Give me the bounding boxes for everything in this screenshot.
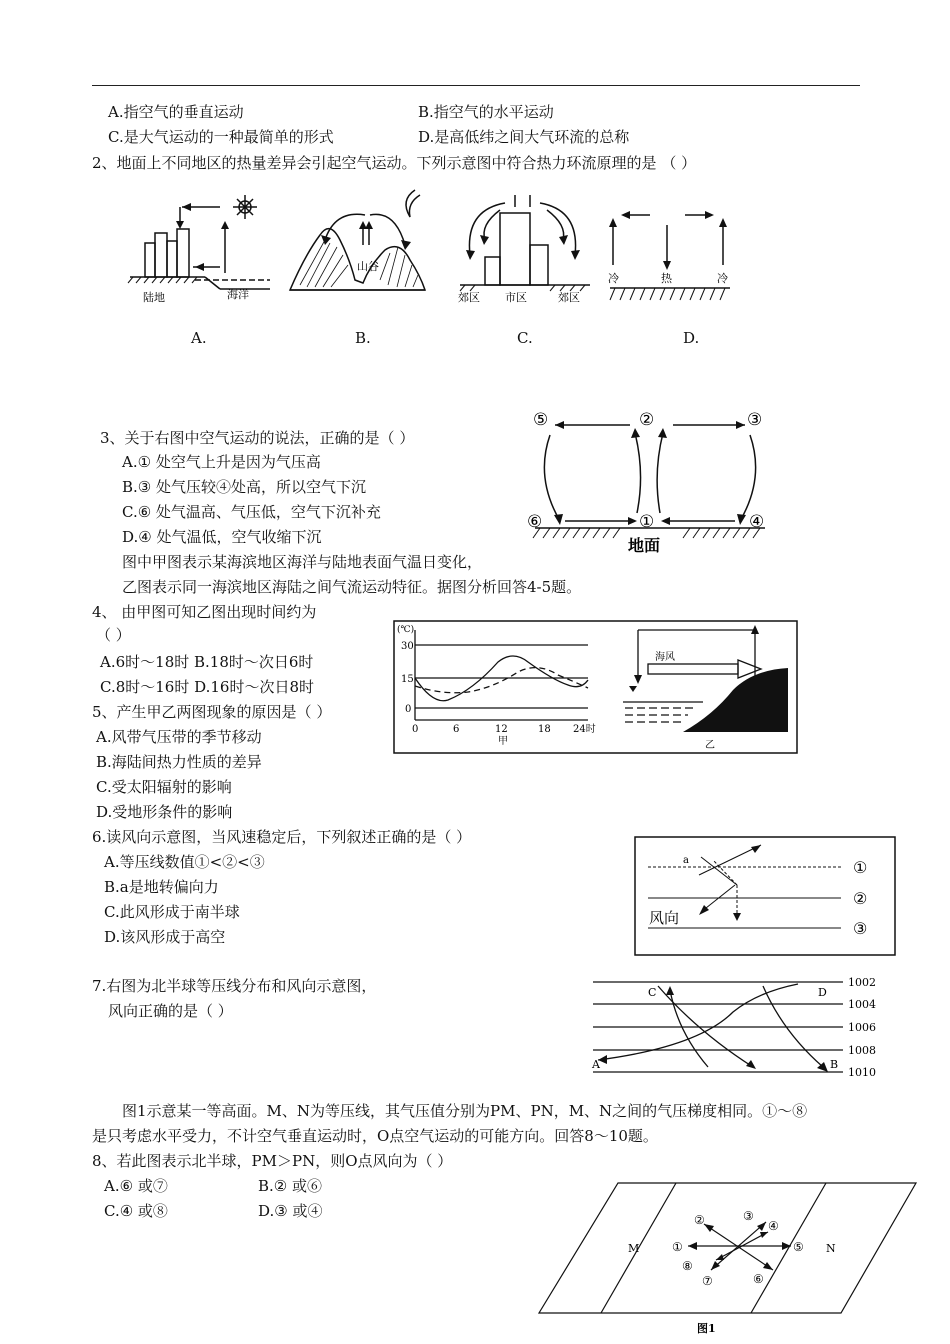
q3-figure	[525, 403, 780, 555]
q5-stem: 5、产生甲乙两图现象的原因是（ ）	[92, 703, 332, 721]
q5-option-a: A.风带气压带的季节移动	[96, 728, 262, 746]
q8-isobar-n: N	[826, 1242, 836, 1255]
q3-option-b: B.③ 处气压较④处高，所以空气下沉	[122, 478, 367, 496]
q8-figure-caption: 图1	[697, 1322, 716, 1335]
q1-option-b: B.指空气的水平运动	[418, 103, 554, 121]
q6-option-c: C.此风形成于南半球	[104, 903, 240, 921]
q3-point-4: ④	[749, 512, 765, 532]
q4-paren: （ ）	[96, 626, 131, 644]
fig45	[393, 620, 798, 755]
fig-b-caption: B.	[355, 329, 371, 347]
fig45-y30: 30	[401, 641, 414, 652]
q8-figure	[536, 1180, 922, 1338]
fig45-x12: 12	[495, 724, 508, 735]
q7-point-c: C	[648, 986, 657, 999]
fig45-x18: 18	[538, 724, 551, 735]
q3-point-6: ⑥	[527, 512, 543, 532]
q8-option-c: C.④ 或⑧	[104, 1202, 168, 1220]
q7-point-b: B	[830, 1058, 839, 1071]
top-rule	[92, 85, 860, 86]
fig45-label-jia: 甲	[498, 736, 508, 747]
q4-options-cd: C.8时～16时 D.16时～次日8时	[100, 678, 314, 696]
fig45-x6: 6	[453, 724, 460, 735]
q6-isobar-2: ②	[853, 889, 868, 908]
q8-stem: 8、若此图表示北半球，PM＞PN，则O点风向为（ ）	[92, 1152, 453, 1170]
q7-line1: 7.右图为北半球等压线分布和风向示意图，	[92, 977, 377, 995]
q7-isobar-1010: 1010	[848, 1066, 876, 1079]
fig-a-caption: A.	[191, 329, 207, 347]
q8-dir-8: ⑧	[682, 1259, 693, 1273]
q3-point-1: ①	[639, 512, 655, 532]
q6-isobar-3: ③	[853, 919, 868, 938]
q6-stem: 6.读风向示意图，当风速稳定后，下列叙述正确的是（ ）	[92, 828, 472, 846]
fig-d-cold-right: 冷	[717, 272, 728, 285]
q3-ground-label: 地面	[628, 536, 661, 555]
q3-stem: 3、关于右图中空气运动的说法，正确的是（ ）	[100, 429, 415, 447]
q7-isobar-1002: 1002	[848, 976, 876, 989]
fig45-x0: 0	[412, 724, 419, 735]
q8-option-d: D.③ 或④	[258, 1202, 323, 1220]
q7-point-a: A	[592, 1058, 600, 1071]
intro810-line2: 是只考虑水平受力，不计空气垂直运动时，O点空气运动的可能方向。回答8～10题。	[92, 1127, 658, 1145]
fig-c-city: 市区	[505, 291, 527, 304]
intro45-line1: 图中甲图表示某海滨地区海洋与陆地表面气温日变化，	[122, 553, 483, 571]
q6-option-b: B.a是地转偏向力	[104, 878, 219, 896]
q7-line2: 风向正确的是（ ）	[108, 1002, 233, 1020]
fig-d-caption: D.	[683, 329, 700, 347]
q8-dir-2: ②	[694, 1213, 705, 1227]
fig-c-suburb-right: 郊区	[558, 291, 580, 304]
q7-figure	[588, 972, 883, 1080]
fig45-label-yi: 乙	[705, 740, 715, 751]
q8-dir-4: ④	[768, 1219, 779, 1233]
q3-option-d: D.④ 处气温低，空气收缩下沉	[122, 528, 322, 546]
q7-isobar-1006: 1006	[848, 1021, 876, 1034]
q2-figure-c	[455, 185, 595, 310]
q2-figure-b	[285, 185, 435, 310]
fig-a-sea-label: 海洋	[227, 288, 249, 301]
q2-stem: 2、地面上不同地区的热量差异会引起空气运动。下列示意图中符合热力环流原理的是 （ ）	[92, 154, 697, 172]
fig45-unit: (℃)	[397, 625, 415, 635]
q4-stem: 4、 由甲图可知乙图出现时间约为	[92, 603, 317, 621]
q8-dir-6: ⑥	[753, 1272, 764, 1286]
q2-figure-a	[125, 185, 275, 310]
q2-figure-d	[605, 200, 735, 310]
q8-isobar-m: M	[628, 1242, 640, 1255]
q1-option-a: A.指空气的垂直运动	[108, 103, 244, 121]
q3-option-c: C.⑥ 处气温高、气压低，空气下沉补充	[122, 503, 381, 521]
q1-option-d: D.是高低纬之间大气环流的总称	[418, 128, 630, 146]
q6-wind-label: 风向	[649, 909, 680, 927]
q7-isobar-1008: 1008	[848, 1044, 876, 1057]
fig45-x24: 24时	[573, 724, 596, 735]
q8-option-b: B.② 或⑥	[258, 1177, 323, 1195]
q6-isobar-1: ①	[853, 858, 868, 877]
q4-options-ab: A.6时～18时 B.18时～次日6时	[100, 653, 314, 671]
q5-option-d: D.受地形条件的影响	[96, 803, 233, 821]
q8-dir-7: ⑦	[702, 1274, 713, 1288]
q7-point-d: D	[818, 986, 827, 999]
q6-option-a: A.等压线数值①<②<③	[104, 853, 265, 871]
q1-option-c: C.是大气运动的一种最简单的形式	[108, 128, 334, 146]
fig45-sea-wind: 海风	[655, 652, 675, 663]
q6-figure	[633, 835, 898, 957]
q8-option-a: A.⑥ 或⑦	[104, 1177, 168, 1195]
q5-option-c: C.受太阳辐射的影响	[96, 778, 232, 796]
q3-point-2: ②	[639, 410, 655, 430]
fig-d-hot: 热	[661, 272, 672, 285]
fig-b-valley-label: 山谷	[357, 260, 379, 273]
fig-a-land-label: 陆地	[143, 291, 165, 304]
q8-dir-1: ①	[672, 1240, 683, 1254]
fig-c-suburb-left: 郊区	[458, 291, 480, 304]
q7-isobar-1004: 1004	[848, 998, 876, 1011]
fig-c-caption: C.	[517, 329, 533, 347]
fig45-y0: 0	[405, 704, 412, 715]
q5-option-b: B.海陆间热力性质的差异	[96, 753, 262, 771]
q8-dir-5: ⑤	[793, 1240, 804, 1254]
q3-point-3: ③	[747, 410, 763, 430]
intro45-line2: 乙图表示同一海滨地区海陆之间气流运动特征。据图分析回答4-5题。	[122, 578, 582, 596]
q3-point-5: ⑤	[533, 410, 549, 430]
q8-dir-3: ③	[743, 1209, 754, 1223]
q6-option-d: D.该风形成于高空	[104, 928, 226, 946]
q6-label-a: a	[683, 855, 689, 866]
fig45-y15: 15	[401, 674, 414, 685]
intro810-line1: 图1示意某一等高面。M、N为等压线，其气压值分别为PM、PN，M、N之间的气压梯度相同。①～⑧	[122, 1102, 808, 1120]
q3-option-a: A.① 处空气上升是因为气压高	[122, 453, 321, 471]
fig-d-cold-left: 冷	[608, 272, 619, 285]
